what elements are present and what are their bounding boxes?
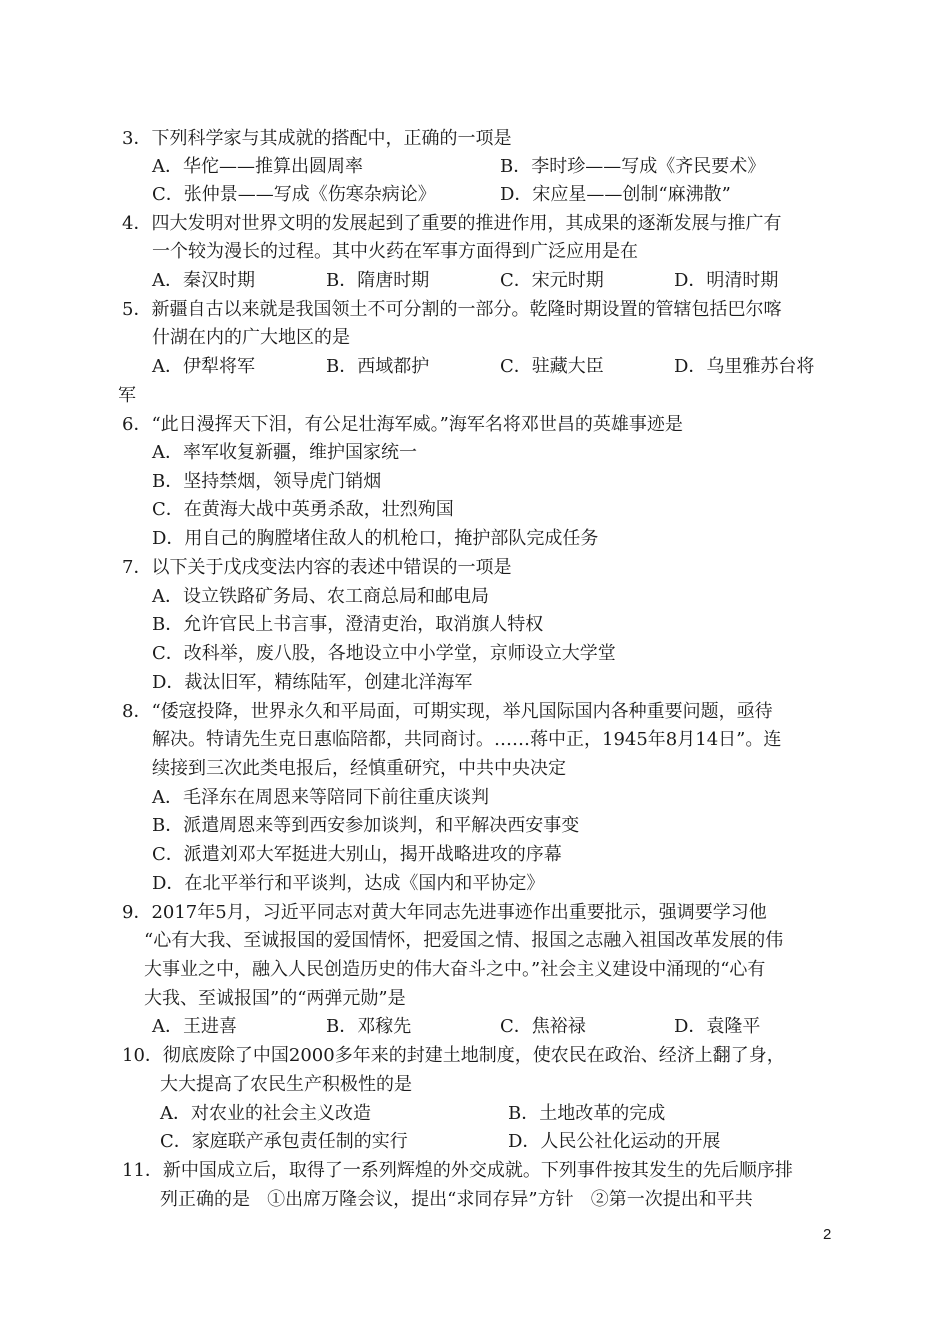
question-5-stem-line-1: 5．新疆自古以来就是我国领土不可分割的一部分。乾隆时期设置的管辖包括巴尔喀 (122, 299, 782, 320)
question-4-stem-line-1: 4．四大发明对世界文明的发展起到了重要的推进作用，其成果的逐渐发展与推广有 (122, 213, 782, 234)
question-3-stem: 3．下列科学家与其成就的搭配中，正确的一项是 (122, 128, 512, 149)
page-number: 2 (823, 1226, 832, 1243)
question-6-option-b: B．坚持禁烟，领导虎门销烟 (152, 471, 382, 492)
question-3-option-b: B．李时珍——写成《齐民要术》 (500, 156, 766, 177)
question-9-stem-line-1: 9．2017年5月，习近平同志对黄大年同志先进事迹作出重要批示，强调要学习他 (122, 902, 767, 923)
question-5-option-d: D．乌里雅苏台将 (674, 356, 815, 377)
question-6-stem: 6．“此日漫挥天下泪，有公足壮海军威。”海军名将邓世昌的英雄事迹是 (122, 414, 683, 435)
question-10-option-a: A．对农业的社会主义改造 (160, 1103, 371, 1124)
question-9-stem-line-3: 大事业之中，融入人民创造历史的伟大奋斗之中。”社会主义建设中涌现的“心有 (144, 959, 766, 980)
question-10-option-d: D．人民公社化运动的开展 (508, 1131, 721, 1152)
question-7-option-a: A．设立铁路矿务局、农工商总局和邮电局 (152, 586, 489, 607)
question-8-option-d: D．在北平举行和平谈判，达成《国内和平协定》 (152, 873, 545, 894)
question-10-stem-line-2: 大大提高了农民生产积极性的是 (160, 1074, 412, 1095)
question-9-option-a: A．王进喜 (152, 1016, 237, 1037)
question-8-option-c: C．派遣刘邓大军挺进大别山，揭开战略进攻的序幕 (152, 844, 562, 865)
question-3-option-d: D．宋应星——创制“麻沸散” (500, 184, 731, 205)
question-7-option-b: B．允许官民上书言事，澄清吏治，取消旗人特权 (152, 614, 544, 635)
question-7-stem: 7．以下关于戊戌变法内容的表述中错误的一项是 (122, 557, 512, 578)
question-4-option-c: C．宋元时期 (500, 270, 604, 291)
question-9-option-c: C．焦裕禄 (500, 1016, 586, 1037)
question-10-stem-line-1: 10．彻底废除了中国2000多年来的封建土地制度，使农民在政治、经济上翻了身， (122, 1045, 785, 1066)
question-9-stem-line-2: “心有大我、至诚报国的爱国情怀，把爱国之情、报国之志融入祖国改革发展的伟 (144, 930, 784, 951)
question-4-option-b: B．隋唐时期 (326, 270, 430, 291)
question-5-option-b: B．西域都护 (326, 356, 430, 377)
question-8-stem-line-1: 8．“倭寇投降，世界永久和平局面，可期实现，举凡国际国内各种重要问题，亟待 (122, 701, 773, 722)
question-4-stem-line-2: 一个较为漫长的过程。其中火药在军事方面得到广泛应用是在 (152, 241, 638, 262)
question-9-option-b: B．邓稼先 (326, 1016, 412, 1037)
question-10-option-c: C．家庭联产承包责任制的实行 (160, 1131, 408, 1152)
question-4-option-d: D．明清时期 (674, 270, 779, 291)
question-11-stem-line-1: 11．新中国成立后，取得了一系列辉煌的外交成就。下列事件按其发生的先后顺序排 (122, 1160, 793, 1181)
question-8-option-a: A．毛泽东在周恩来等陪同下前往重庆谈判 (152, 787, 489, 808)
question-5-stem-line-2: 什湖在内的广大地区的是 (152, 327, 350, 348)
question-9-option-d: D．袁隆平 (674, 1016, 761, 1037)
question-9-stem-line-4: 大我、至诚报国”的“两弹元勋”是 (144, 988, 406, 1009)
question-10-option-b: B．土地改革的完成 (508, 1103, 666, 1124)
question-8-stem-line-2: 解决。特请先生克日惠临陪都，共同商讨。……蒋中正，1945年8月14日”。连 (152, 729, 782, 750)
question-5-option-a: A．伊犁将军 (152, 356, 255, 377)
question-5-option-c: C．驻藏大臣 (500, 356, 604, 377)
question-3-option-c: C．张仲景——写成《伤寒杂病论》 (152, 184, 436, 205)
question-7-option-c: C．改科举，废八股，各地设立中小学堂，京师设立大学堂 (152, 643, 616, 664)
question-6-option-c: C．在黄海大战中英勇杀敌，壮烈殉国 (152, 499, 454, 520)
question-8-option-b: B．派遣周恩来等到西安参加谈判，和平解决西安事变 (152, 815, 580, 836)
question-3-option-a: A．华佗——推算出圆周率 (152, 156, 363, 177)
question-6-option-a: A．率军收复新疆，维护国家统一 (152, 442, 417, 463)
question-7-option-d: D．裁汰旧军，精练陆军，创建北洋海军 (152, 672, 473, 693)
question-4-option-a: A．秦汉时期 (152, 270, 255, 291)
question-6-option-d: D．用自己的胸膛堵住敌人的机枪口，掩护部队完成任务 (152, 528, 599, 549)
question-5-option-d-wrap: 军 (118, 385, 136, 406)
question-8-stem-line-3: 续接到三次此类电报后，经慎重研究，中共中央决定 (152, 758, 566, 779)
question-11-stem-line-2: 列正确的是 ①出席万隆会议，提出“求同存异”方针 ②第一次提出和平共 (160, 1189, 753, 1210)
